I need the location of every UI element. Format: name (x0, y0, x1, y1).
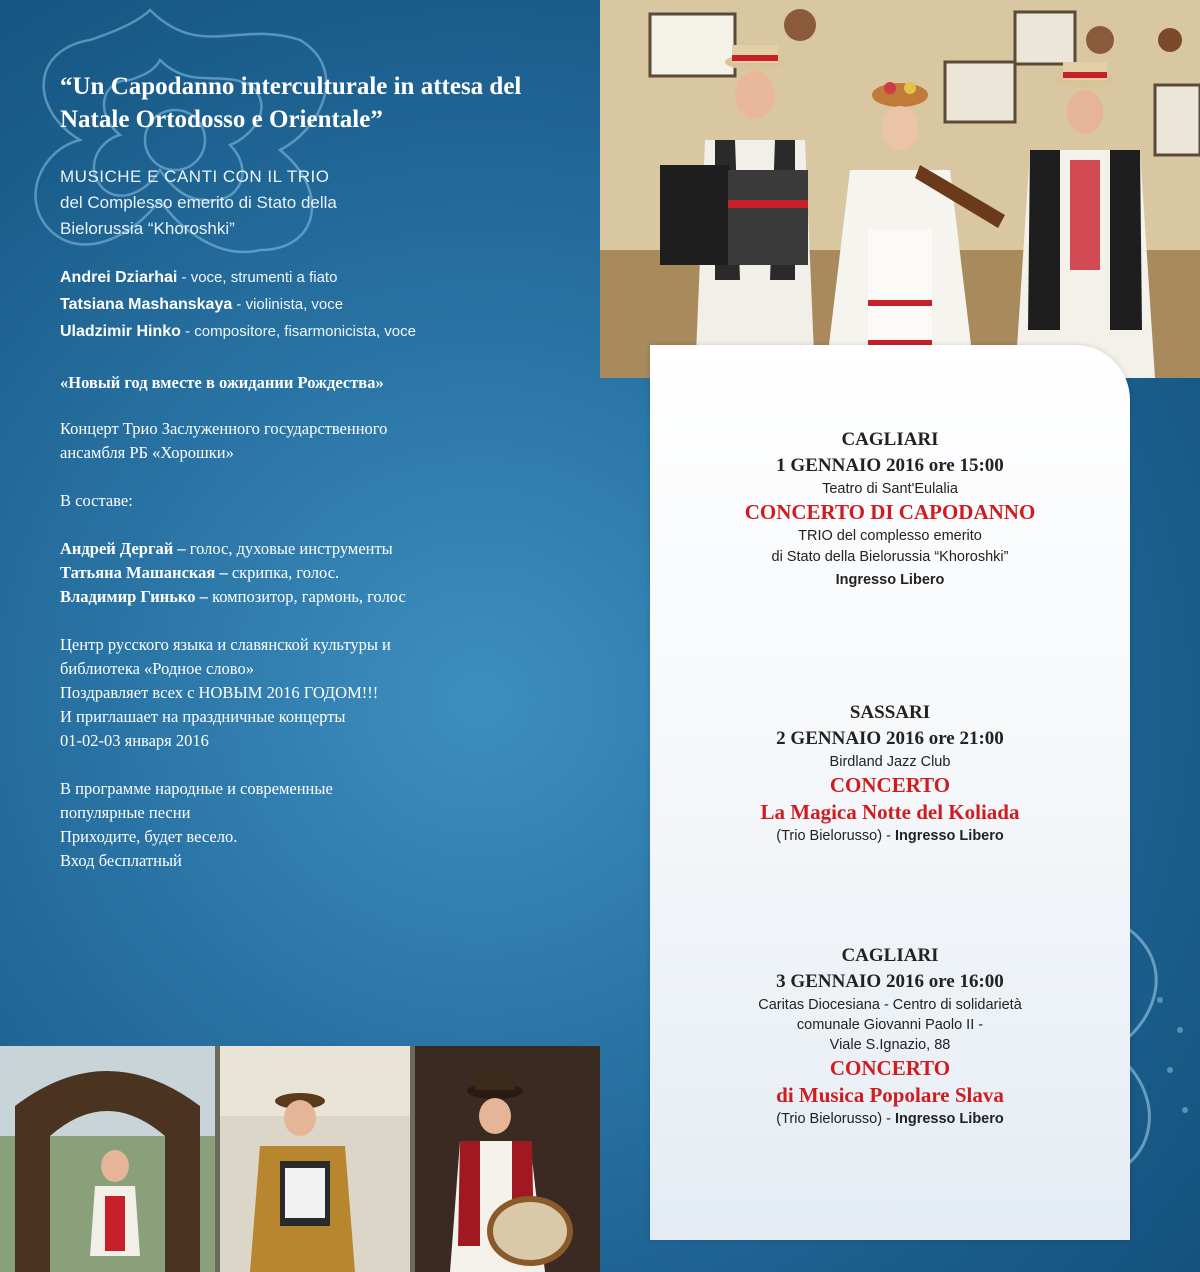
intro-column (60, 70, 580, 873)
event-admission: Ingresso Libero (894, 1111, 1004, 1127)
event-date: 1 GENNAIO 2016 ore 15:00 (776, 455, 1004, 476)
event-card (650, 427, 1130, 592)
russian-center-line-5: 01-02-03 января 2016 (60, 731, 209, 750)
member-name: Andrei Dziarhai (60, 269, 178, 286)
russian-member-item (60, 537, 580, 561)
event-description: di Stato della Bielorussia “Khoroshki” (771, 549, 1009, 565)
trio-line-3: Bielorussia “Khoroshki” (60, 219, 235, 238)
russian-center-line-2: библиотека «Родное слово» (60, 659, 254, 678)
russian-concert-line-1: Концерт Трио Заслуженного государственного (60, 419, 388, 438)
event-admission: Ingresso Libero (835, 572, 945, 588)
event-city: CAGLIARI (841, 945, 939, 966)
events-panel (650, 345, 1130, 1240)
event-venue: Caritas Diocesiana - Centro di solidarietà (758, 997, 1022, 1013)
event-concert-subtitle: La Magica Notte del Koliada (760, 800, 1020, 824)
member-name: Uladzimir Hinko (60, 323, 181, 340)
bottom-photo-illustration (0, 1046, 600, 1272)
russian-program-line-4: Вход бесплатный (60, 851, 182, 870)
russian-center-line-3: Поздравляет всех с НОВЫМ 2016 ГОДОМ!!! (60, 683, 379, 702)
event-venue: Birdland Jazz Club (829, 754, 951, 770)
russian-member-item (60, 561, 580, 585)
russian-center-line-1: Центр русского языка и славянской культуры и (60, 635, 391, 654)
russian-program-line-2: популярные песни (60, 803, 191, 822)
event-address: Viale S.Ignazio, 88 (829, 1037, 951, 1053)
event-title: “Un Capodanno interculturale in attesa del Natale Ortodosso e Orientale” (60, 73, 522, 133)
member-item (60, 264, 580, 291)
trio-photo-illustration (600, 0, 1200, 378)
event-trio-note: (Trio Bielorusso) - (776, 828, 895, 844)
member-item (60, 291, 580, 318)
event-description: TRIO del complesso emerito (798, 528, 982, 544)
russian-lineup-label: В составе: (60, 491, 133, 510)
russian-member-role: голос, духовые инструменты (185, 539, 393, 558)
trio-line-1: MUSICHE E CANTI CON IL TRIO (60, 167, 330, 186)
event-venue: comunale Giovanni Paolo II - (796, 1017, 984, 1033)
russian-program-line-3: Приходите, будет весело. (60, 827, 238, 846)
russian-member-role: скрипка, голос. (227, 563, 340, 582)
event-concert-subtitle: di Musica Popolare Slava (776, 1083, 1004, 1107)
trio-photo (600, 0, 1200, 378)
russian-heading: «Новый год вместе в ожидании Рождества» (60, 373, 384, 392)
russian-member-name: Владимир Гинько – (60, 587, 208, 606)
event-venue: Teatro di Sant'Eulalia (822, 481, 958, 497)
event-city: CAGLIARI (841, 429, 939, 450)
event-description (650, 1109, 1130, 1130)
member-role: - voce, strumenti a fiato (177, 269, 338, 286)
russian-member-name: Татьяна Машанская – (60, 563, 228, 582)
members-list (60, 264, 580, 345)
event-concert-title: CONCERTO (829, 773, 951, 797)
event-date: 3 GENNAIO 2016 ore 16:00 (776, 971, 1004, 992)
event-description (650, 826, 1130, 847)
russian-concert-line-2: ансамбля РБ «Хорошки» (60, 443, 234, 462)
event-city: SASSARI (849, 702, 931, 723)
member-item (60, 318, 580, 345)
event-trio-note: (Trio Bielorusso) - (776, 1111, 895, 1127)
bottom-photo-strip (0, 1046, 600, 1272)
member-role: - compositore, fisarmonicista, voce (180, 323, 416, 340)
russian-program-line-1: В программе народные и современные (60, 779, 333, 798)
trio-line-2: del Complesso emerito di Stato della (60, 193, 337, 212)
russian-member-role: композитор, гармонь, голос (207, 587, 406, 606)
event-concert-title: CONCERTO (829, 1056, 951, 1080)
member-role: - violinista, voce (232, 296, 344, 313)
event-date: 2 GENNAIO 2016 ore 21:00 (776, 728, 1004, 749)
member-name: Tatsiana Mashanskaya (60, 296, 233, 313)
event-admission: Ingresso Libero (894, 828, 1004, 844)
russian-center-line-4: И приглашает на праздничные концерты (60, 707, 346, 726)
event-card (650, 943, 1130, 1130)
event-concert-title: CONCERTO DI CAPODANNO (744, 500, 1036, 524)
russian-member-name: Андрей Дергай – (60, 539, 186, 558)
event-card (650, 700, 1130, 847)
russian-member-item (60, 585, 580, 609)
